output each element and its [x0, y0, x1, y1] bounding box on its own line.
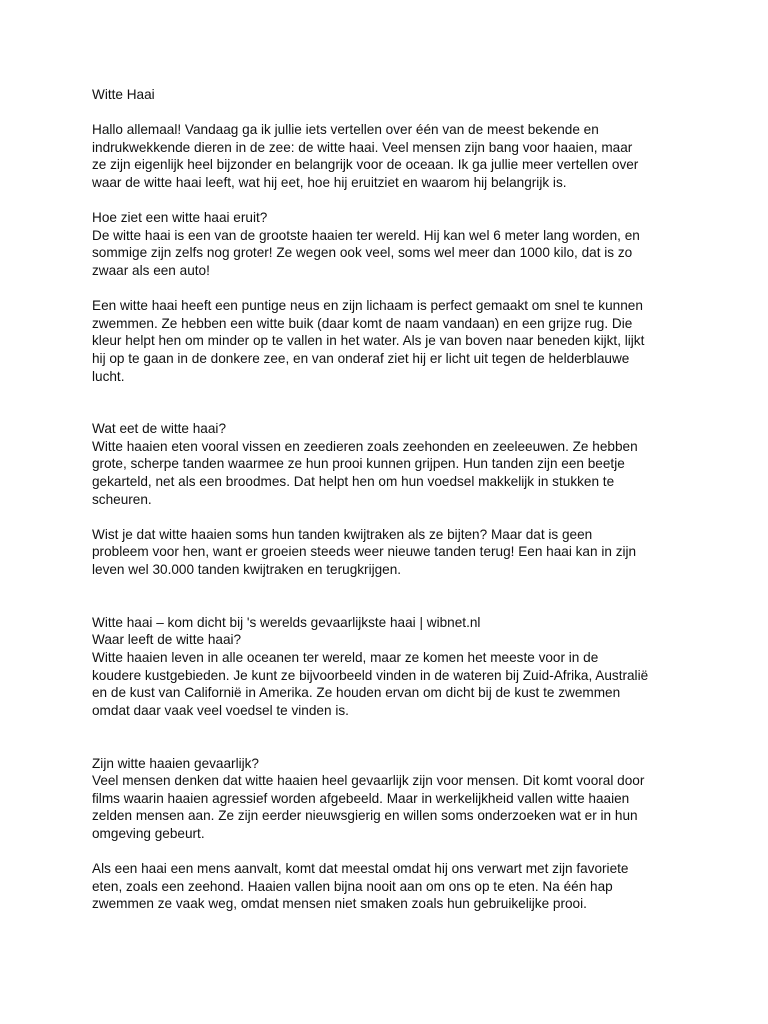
- intro-paragraph: [92, 121, 682, 191]
- spacer: [92, 280, 682, 298]
- text-line: Een witte haai heeft een puntige neus en zijn lichaam is perfect gemaakt om snel te kunnen: [92, 298, 643, 314]
- text-line: Als een haai een mens aanvalt, komt dat meestal omdat hij ons verwart met zijn favoriete: [92, 861, 629, 877]
- text-line: eten, zoals een zeehond. Haaien vallen bijna nooit aan om ons op te eten. Na één hap: [92, 878, 613, 894]
- danger-paragraph-2: [92, 860, 682, 913]
- appearance-paragraph-1: [92, 227, 682, 280]
- text-line: lucht.: [92, 368, 125, 384]
- text-line: omdat daar vaak veel voedsel te vinden is.: [92, 702, 349, 718]
- spacer: [92, 192, 682, 210]
- text-line: scheuren.: [92, 491, 152, 507]
- spacer: [92, 508, 682, 526]
- spacer: [92, 719, 682, 754]
- text-line: films waarin haaien agressief worden afgebeeld. Maar in werkelijkheid vallen witte haaien: [92, 790, 630, 806]
- spacer: [92, 385, 682, 420]
- text-line: omgeving gebeurt.: [92, 825, 205, 841]
- document-body: [92, 86, 682, 913]
- text-line: grote, scherpe tanden waarmee ze hun prooi kunnen grijpen. Hun tanden zijn een beetje: [92, 456, 625, 472]
- diet-paragraph-2: [92, 526, 682, 579]
- text-line: Veel mensen denken dat witte haaien heel gevaarlijk zijn voor mensen. Dit komt vooral door: [92, 773, 645, 789]
- text-line: indrukwekkende dieren in de zee: de witte haai. Veel mensen zijn bang voor haaien, maar: [92, 139, 633, 155]
- text-line: Witte haaien leven in alle oceanen ter wereld, maar ze komen het meeste voor in de: [92, 650, 599, 665]
- text-line: Hallo allemaal! Vandaag ga ik jullie iets vertellen over één van de meest bekende en: [92, 122, 599, 138]
- danger-paragraph-1: [92, 772, 682, 842]
- text-line: waar de witte haai leeft, wat hij eet, hoe hij eruitziet en waarom hij belangrijk is.: [92, 174, 567, 190]
- text-line: zelden mensen aan. Ze zijn eerder nieuwsgierig en willen soms onderzoeken wat er in hun: [92, 808, 638, 824]
- text-line: ze zijn eigenlijk heel bijzonder en belangrijk voor de oceaan. Ik ga jullie meer vertellen over: [92, 157, 639, 173]
- spacer: [92, 104, 682, 122]
- document-title: Witte Haai: [92, 87, 155, 102]
- diet-paragraph-1: [92, 438, 682, 508]
- section-heading-danger: Zijn witte haaien gevaarlijk?: [92, 755, 259, 771]
- text-line: leven wel 30.000 tanden kwijtraken en terugkrijgen.: [92, 562, 402, 578]
- text-line: Wist je dat witte haaien soms hun tanden kwijtraken als ze bijten? Maar dat is geen: [92, 526, 593, 542]
- section-heading-diet: Wat eet de witte haai?: [92, 421, 226, 437]
- text-line: Witte haaien eten vooral vissen en zeedieren zoals zeehonden en zeeleeuwen. Ze hebben: [92, 438, 638, 454]
- text-line: kleur helpt hen om minder op te vallen in het water. Als je van boven naar beneden kijkt, lijkt: [92, 333, 645, 349]
- section-heading-appearance: Hoe ziet een witte haai eruit?: [92, 210, 268, 226]
- text-line: zwemmen. Ze hebben een witte buik (daar komt de naam vandaan) en een grijze rug. Die: [92, 315, 633, 331]
- text-line: probleem voor hen, want er groeien steeds weer nieuwe tanden terug! Een haai kan in zijn: [92, 544, 637, 560]
- spacer: [92, 843, 682, 861]
- text-line: gekarteld, net als een broodmes. Dat helpt hen om hun voedsel makkelijk in stukken te: [92, 474, 615, 490]
- text-line: zwaar als een auto!: [92, 262, 210, 278]
- habitat-paragraph-1: [92, 649, 682, 719]
- text-line: De witte haai is een van de grootste haaien ter wereld. Hij kan wel 6 meter lang worden, en: [92, 227, 640, 243]
- source-line: Witte haai – kom dicht bij 's werelds gevaarlijkste haai | wibnet.nl: [92, 614, 481, 630]
- section-heading-habitat: Waar leeft de witte haai?: [92, 632, 242, 648]
- text-line: zwemmen ze vaak weg, omdat mensen niet smaken zoals hun gebruikelijke prooi.: [92, 896, 587, 912]
- appearance-paragraph-2: [92, 297, 682, 385]
- text-line: koudere kustgebieden. Je kunt ze bijvoorbeeld vinden in de wateren bij Zuid-Afrika, Australië: [92, 667, 649, 683]
- spacer: [92, 579, 682, 614]
- text-line: hij op te gaan in de donkere zee, en van onderaf ziet hij er licht uit tegen de helderblauwe: [92, 350, 630, 366]
- text-line: sommige zijn zelfs nog groter! Ze wegen ook veel, soms wel meer dan 1000 kilo, dat is zo: [92, 245, 633, 261]
- text-line: en de kust van Californië in Amerika. Ze houden ervan om dicht bij de kust te zwemmen: [92, 685, 621, 701]
